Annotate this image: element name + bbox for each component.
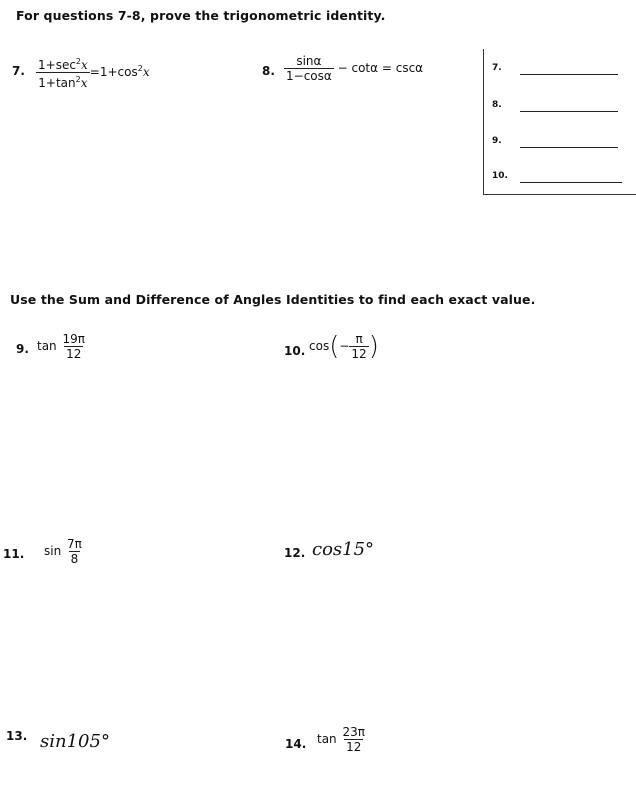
question-14-denominator: 12 (346, 740, 362, 754)
answer-line-10[interactable] (520, 182, 622, 183)
question-7-numerator: $1+\sec^2x$ (38, 57, 88, 72)
answer-line-9[interactable] (520, 147, 618, 148)
question-8-denominator: 1−cosα (286, 69, 332, 83)
question-13-expression: sin105° (40, 731, 110, 752)
question-10-function: cos (309, 339, 330, 353)
question-10-right-paren: ) (368, 331, 379, 362)
answer-label-9: 9. (492, 136, 502, 146)
answer-label-7: 7. (492, 63, 502, 73)
question-9-denominator: 12 (66, 347, 82, 361)
question-13-number: 13. (6, 729, 28, 743)
question-8-fraction (284, 55, 334, 82)
question-7-expression (36, 56, 150, 89)
answer-row-7 (492, 63, 628, 77)
question-12-expression: cos15° (312, 539, 375, 560)
question-14-number: 14. (285, 737, 307, 751)
answer-row-8 (492, 100, 628, 114)
question-11-expression (44, 538, 84, 565)
question-11-denominator: 8 (70, 552, 79, 566)
answer-label-8: 8. (492, 100, 502, 110)
question-11-function: sin (44, 544, 62, 558)
question-7-rhs: $=1+\cos^2x$ (89, 64, 150, 79)
answer-line-8[interactable] (520, 111, 618, 112)
answer-row-9 (492, 136, 628, 150)
question-8-numerator: sinα (296, 54, 322, 68)
question-9-function: tan (37, 339, 57, 353)
question-10-numerator: π (355, 332, 363, 346)
question-10-expression (309, 333, 379, 360)
question-10-number: 10. (284, 344, 306, 358)
question-14-expression (317, 726, 367, 753)
question-9-expression (37, 333, 87, 360)
question-9-fraction (61, 333, 88, 360)
question-12-number: 12. (284, 546, 306, 560)
question-14-fraction (341, 726, 368, 753)
question-7-fraction (36, 56, 90, 89)
question-8-number: 8. (262, 64, 275, 78)
answer-line-7[interactable] (520, 74, 618, 75)
question-10-denominator: 12 (351, 347, 367, 361)
question-11-number: 11. (3, 547, 25, 561)
answer-label-10: 10. (492, 171, 508, 181)
question-8-rhs: − cotα = cscα (337, 61, 424, 75)
question-11-fraction (65, 538, 84, 565)
question-7-number: 7. (12, 64, 25, 78)
question-10-left-paren: ( (329, 331, 340, 362)
question-14-numerator: 23π (342, 725, 365, 739)
answer-box (483, 49, 636, 195)
question-9-number: 9. (16, 342, 29, 356)
question-11-numerator: 7π (67, 537, 82, 551)
question-8-expression (284, 55, 423, 82)
question-10-sign: − (339, 339, 350, 353)
question-7-denominator: $1+\tan^2x$ (36, 72, 89, 89)
answer-row-10 (492, 171, 632, 185)
question-9-numerator: 19π (62, 332, 85, 346)
question-10-fraction (349, 333, 368, 360)
question-14-function: tan (317, 732, 337, 746)
section-heading-sum-difference: Use the Sum and Difference of Angles Identities to find each exact value. (10, 292, 536, 307)
section-heading-identities: For questions 7-8, prove the trigonometric identity. (16, 8, 386, 23)
